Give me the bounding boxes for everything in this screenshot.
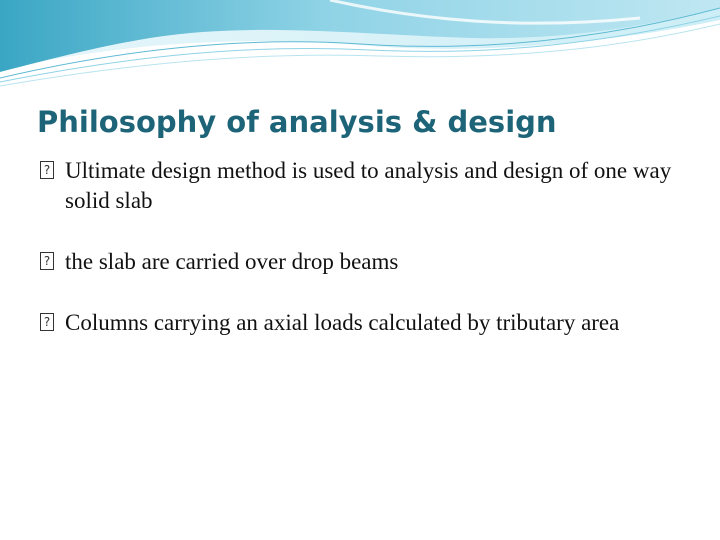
missing-glyph-bullet-icon: ?	[40, 161, 54, 179]
bullet-text: Columns carrying an axial loads calculated by tributary area	[65, 310, 620, 335]
bullet-list	[40, 156, 700, 338]
slide-title: Philosophy of analysis & design	[37, 105, 557, 139]
bullet-item	[40, 247, 700, 277]
missing-glyph-bullet-icon: ?	[40, 252, 54, 270]
missing-glyph-bullet-icon: ?	[40, 313, 54, 331]
bullet-text: Ultimate design method is used to analysis and design of one way solid slab	[65, 158, 672, 213]
bullet-text: the slab are carried over drop beams	[65, 249, 399, 274]
bullet-item	[40, 308, 700, 338]
header-wave-decoration	[0, 0, 720, 90]
bullet-item	[40, 156, 700, 216]
